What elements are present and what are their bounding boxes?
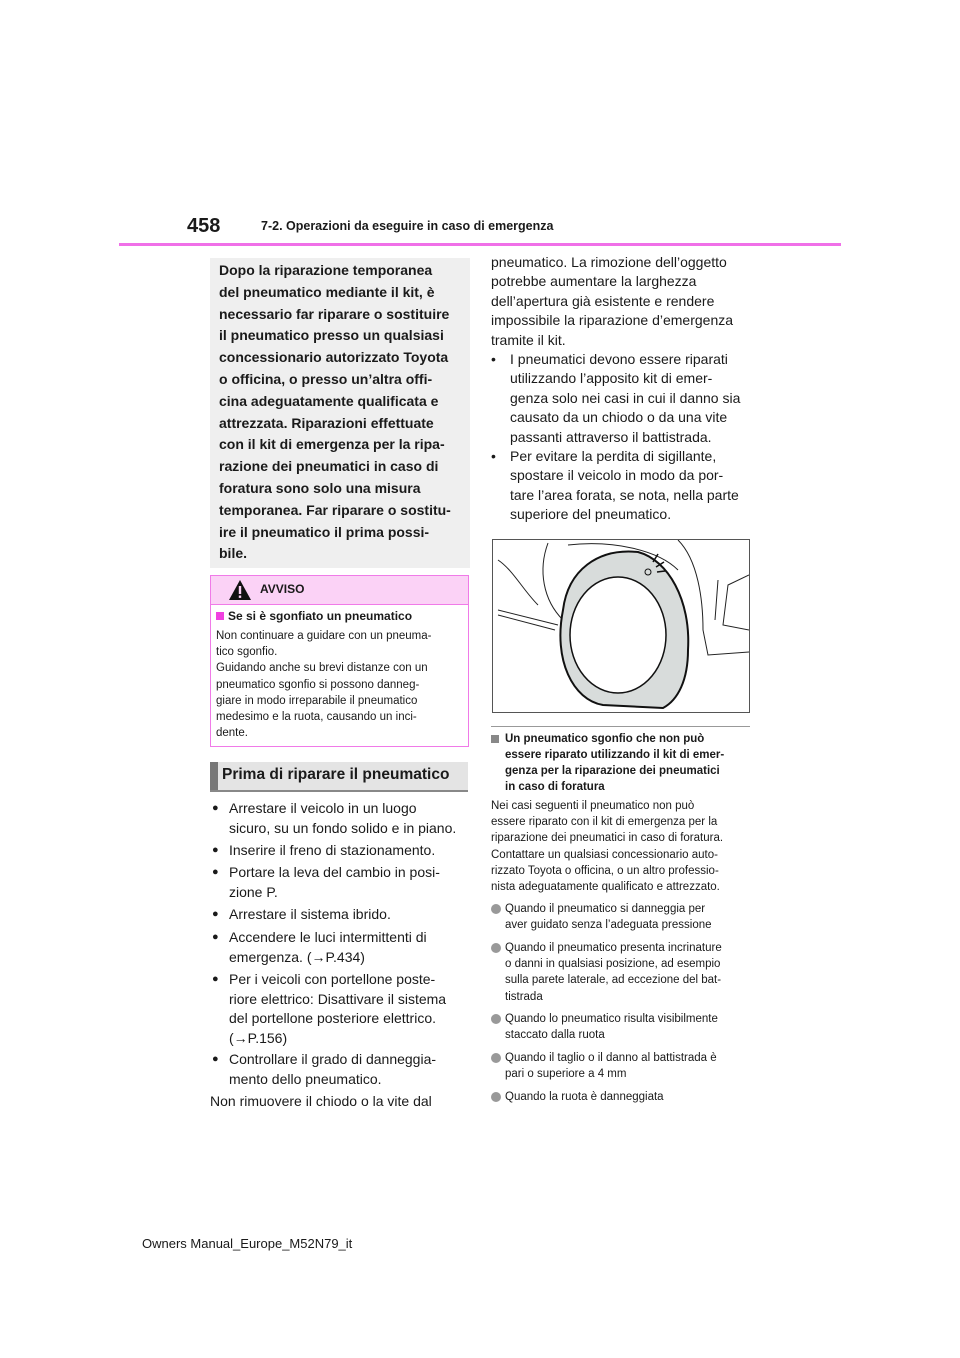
text-line: pneumatico. La rimozione dell’oggetto bbox=[491, 254, 727, 270]
circle-bullet-icon bbox=[491, 1092, 501, 1102]
sub-bullet-item bbox=[491, 350, 761, 447]
text-line: Quando il pneumatico si danneggia per bbox=[505, 903, 706, 915]
tire-illustration bbox=[492, 539, 750, 713]
warning-subtitle bbox=[216, 609, 412, 623]
text-line: Inserire il freno di stazionamento. bbox=[229, 842, 436, 858]
text-line: giare in modo irreparabile il pneumatico bbox=[216, 694, 418, 707]
text-line: Non rimuovere il chiodo o la vite dal bbox=[210, 1093, 432, 1109]
warning-triangle-icon bbox=[228, 579, 252, 601]
text-line: Un pneumatico sgonfio che non può bbox=[505, 733, 705, 745]
text-line: Arrestare il sistema ibrido. bbox=[229, 906, 391, 922]
text-line: rizzato Toyota o officina, o un altro professio- bbox=[491, 864, 719, 877]
text-line: Per evitare la perdita di sigillante, bbox=[510, 448, 717, 465]
info-item-text bbox=[505, 901, 712, 933]
text-line: Contattare un qualsiasi concessionario auto- bbox=[491, 848, 718, 861]
text-line: Dopo la riparazione temporanea bbox=[219, 262, 433, 278]
info-heading bbox=[491, 731, 724, 795]
text-line: spostare il veicolo in modo da por- bbox=[510, 467, 724, 484]
bullet-dot-icon: ● bbox=[212, 1053, 219, 1065]
sub-bullet-text bbox=[510, 447, 761, 525]
info-item bbox=[491, 1089, 664, 1105]
bullet-text bbox=[229, 928, 427, 967]
text-line: superiore del pneumatico. bbox=[510, 506, 672, 523]
text-line: nista adeguatamente qualificato e attrezzato. bbox=[491, 881, 720, 894]
text-line: sulla parete laterale, ad eccezione del bat- bbox=[505, 974, 722, 987]
text-line: genza solo nei casi in cui il danno sia bbox=[510, 389, 741, 406]
bullet-item bbox=[210, 928, 427, 967]
text-line: potrebbe aumentare la larghezza bbox=[491, 273, 697, 290]
text-line: essere riparato con il kit di emergenza per la bbox=[491, 816, 718, 829]
bullet-marker: • bbox=[491, 448, 496, 465]
text-line: ire il pneumatico il prima possi- bbox=[219, 523, 430, 540]
divider bbox=[491, 726, 750, 727]
bullet-item bbox=[210, 841, 435, 861]
text-line: Quando la ruota è danneggiata bbox=[505, 1091, 664, 1103]
text-line: dente. bbox=[216, 727, 248, 740]
text-line: (→P.156) bbox=[229, 1029, 288, 1046]
header-divider bbox=[119, 243, 841, 246]
info-item-text bbox=[505, 1050, 717, 1082]
text-line: Quando il pneumatico presenta incrinature bbox=[505, 942, 722, 954]
text-line: staccato dalla ruota bbox=[505, 1029, 605, 1042]
warning-text bbox=[216, 628, 431, 741]
text-line: utilizzando l’apposito kit di emer- bbox=[510, 370, 713, 387]
text-line: causato da un chiodo o da una vite bbox=[510, 409, 728, 426]
warning-box bbox=[210, 575, 469, 747]
bullet-text bbox=[229, 799, 456, 838]
square-bullet-icon bbox=[491, 735, 499, 743]
warning-title: AVVISO bbox=[260, 582, 305, 596]
text-line: I pneumatici devono essere riparati bbox=[510, 351, 728, 368]
text-line: medesimo e la ruota, causando un inci- bbox=[216, 711, 417, 724]
text-line: Portare la leva del cambio in posi- bbox=[229, 864, 440, 880]
text-line: tistrada bbox=[505, 990, 543, 1003]
text-line: mento dello pneumatico. bbox=[229, 1070, 382, 1087]
circle-bullet-icon bbox=[491, 904, 501, 914]
bullet-dot-icon: ● bbox=[212, 931, 219, 943]
info-intro bbox=[491, 798, 723, 895]
info-item bbox=[491, 1011, 718, 1043]
text-line: concessionario autorizzato Toyota bbox=[219, 349, 449, 366]
bullet-dot-icon: ● bbox=[212, 802, 219, 814]
text-line: Nei casi seguenti il pneumatico non può bbox=[491, 800, 695, 812]
sub-bullet-text bbox=[510, 350, 761, 447]
text-line: Non continuare a guidare con un pneuma- bbox=[216, 630, 432, 642]
info-item bbox=[491, 1050, 717, 1082]
warning-subtitle-text: Se si è sgonfiato un pneumatico bbox=[228, 609, 413, 623]
section-heading-text: Prima di riparare il pneumatico bbox=[222, 766, 450, 783]
circle-bullet-icon bbox=[491, 1053, 501, 1063]
text-line: con il kit di emergenza per la ripa- bbox=[219, 436, 445, 453]
bullet-text bbox=[229, 1050, 436, 1089]
section-title: 7-2. Operazioni da eseguire in caso di emergenza bbox=[261, 219, 554, 233]
text-line: Per i veicoli con portellone poste- bbox=[229, 971, 436, 987]
footer: Owners Manual_Europe_M52N79_it bbox=[142, 1236, 353, 1251]
bullet-item bbox=[210, 1050, 436, 1089]
info-item-text bbox=[505, 1089, 664, 1105]
text-line: emergenza. (→P.434) bbox=[229, 948, 365, 965]
bullet-text bbox=[229, 863, 440, 902]
bullet-item bbox=[210, 970, 446, 1048]
bullet-dot-icon: ● bbox=[212, 973, 219, 985]
bullet-text bbox=[229, 970, 446, 1048]
text-line: del pneumatico mediante il kit, è bbox=[219, 283, 435, 300]
text-line: Guidando anche su brevi distanze con un bbox=[216, 662, 428, 675]
bottom-left-text bbox=[210, 1092, 432, 1112]
text-line: dell’apertura già esistente e rendere bbox=[491, 292, 715, 309]
text-line: Quando il taglio o il danno al battistrada è bbox=[505, 1052, 717, 1064]
text-line: passanti attraverso il battistrada. bbox=[510, 428, 712, 445]
notice-box bbox=[210, 258, 470, 568]
text-line: riore elettrico: Disattivare il sistema bbox=[229, 990, 447, 1007]
text-line: riparazione dei pneumatici in caso di foratura. bbox=[491, 832, 724, 845]
text-line: zione P. bbox=[229, 883, 278, 900]
text-line: Controllare il grado di danneggia- bbox=[229, 1051, 437, 1067]
sub-bullet-item bbox=[491, 447, 761, 525]
bullet-item bbox=[210, 905, 391, 925]
text-line: pneumatico sgonfio si possono danneg- bbox=[216, 678, 420, 691]
text-line: tare l’area forata, se nota, nella parte bbox=[510, 486, 739, 503]
text-line: bile. bbox=[219, 545, 248, 562]
right-column-text bbox=[491, 253, 761, 525]
text-line: o officina, o presso un’altra offi- bbox=[219, 370, 433, 387]
info-item bbox=[491, 940, 722, 1005]
text-line: razione dei pneumatici in caso di bbox=[219, 458, 439, 475]
info-item-text bbox=[505, 940, 722, 1005]
bullet-marker: • bbox=[491, 351, 496, 368]
text-line: sicuro, su un fondo solido e in piano. bbox=[229, 819, 457, 836]
bullet-dot-icon: ● bbox=[212, 866, 219, 878]
continued-paragraph bbox=[491, 253, 761, 350]
text-line: pari o superiore a 4 mm bbox=[505, 1068, 627, 1081]
notice-text bbox=[219, 260, 451, 565]
info-heading-text bbox=[505, 731, 724, 795]
warning-header bbox=[211, 576, 468, 605]
text-line: aver guidato senza l’adeguata pressione bbox=[505, 919, 712, 932]
page-number: 458 bbox=[187, 215, 221, 237]
text-line: in caso di foratura bbox=[505, 781, 605, 793]
bullet-dot-icon: ● bbox=[212, 844, 219, 856]
text-line: Arrestare il veicolo in un luogo bbox=[229, 800, 417, 816]
text-line: il pneumatico presso un qualsiasi bbox=[219, 327, 444, 344]
text-line: Accendere le luci intermittenti di bbox=[229, 929, 427, 945]
bullet-text bbox=[229, 905, 391, 925]
text-line: essere riparato utilizzando il kit di emer- bbox=[505, 749, 725, 761]
bullet-text bbox=[229, 841, 435, 861]
text-line: necessario far riparare o sostituire bbox=[219, 305, 450, 322]
square-bullet-icon bbox=[216, 612, 224, 620]
text-line: del portellone posteriore elettrico. bbox=[229, 1010, 437, 1026]
text-line: tramite il kit. bbox=[491, 331, 566, 348]
circle-bullet-icon bbox=[491, 1014, 501, 1024]
info-item-text bbox=[505, 1011, 718, 1043]
text-line: attrezzata. Riparazioni effettuate bbox=[219, 414, 434, 431]
sub-bullets bbox=[491, 350, 761, 525]
text-line: Quando lo pneumatico risulta visibilmente bbox=[505, 1013, 718, 1025]
bullet-dot-icon: ● bbox=[212, 908, 219, 920]
info-item bbox=[491, 901, 712, 933]
text-line: temporanea. Far riparare o sostitu- bbox=[219, 501, 451, 518]
text-line: o danni in qualsiasi posizione, ad esempio bbox=[505, 958, 721, 971]
text-line: cina adeguatamente qualificata e bbox=[219, 392, 439, 409]
text-line: tico sgonfio. bbox=[216, 646, 278, 659]
bullet-item bbox=[210, 799, 456, 838]
bullet-item bbox=[210, 863, 440, 902]
text-line: impossibile la riparazione d’emergenza bbox=[491, 312, 734, 329]
circle-bullet-icon bbox=[491, 943, 501, 953]
text-line: genza per la riparazione dei pneumatici bbox=[505, 765, 720, 777]
section-heading bbox=[210, 762, 468, 792]
text-line: foratura sono solo una misura bbox=[219, 479, 421, 496]
